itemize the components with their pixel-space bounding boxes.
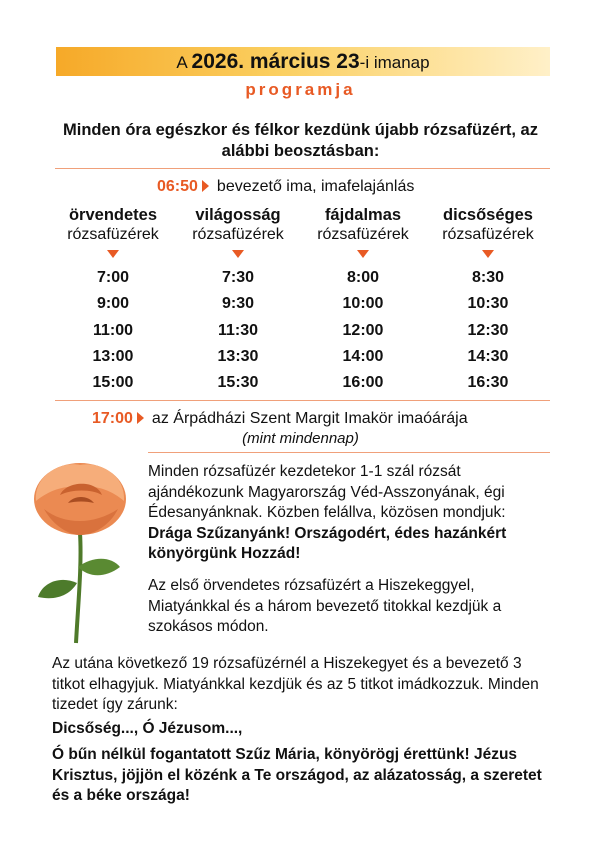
divider-middle <box>55 400 550 401</box>
time-slot: 16:30 <box>467 374 509 392</box>
time-slot: 12:00 <box>342 321 384 339</box>
time-slot: 13:30 <box>217 347 259 365</box>
closing-line <box>92 409 468 429</box>
divider-lower <box>148 452 550 453</box>
column-vilagossag <box>175 206 301 396</box>
column-title: fájdalmas <box>324 206 402 224</box>
page-subtitle: programja <box>245 80 356 99</box>
paragraph-following: Az utána következő 19 rózsafüzérnél a Hiszekegyet és a bevezető 3 titkot elhagyjuk. Miatyánkkal kezdjük és az 5 titkot imádkozzuk. Minden tizedet így zárunk: <box>52 655 539 713</box>
opening-line <box>157 177 414 197</box>
paragraph-roses-bold: Drága Szűzanyánk! Országodért, édes hazánkért könyörgünk Hozzád! <box>148 524 507 562</box>
title-date: 2026. március 23 <box>191 50 360 73</box>
column-title: világosság <box>195 206 281 224</box>
paragraph-roses <box>148 462 548 565</box>
time-slot: 15:00 <box>92 374 134 392</box>
column-subtitle: rózsafüzérek <box>317 226 409 243</box>
time-slot: 9:30 <box>221 295 255 313</box>
opening-time: 06:50 <box>157 178 198 195</box>
column-orvendetes <box>50 206 176 396</box>
column-subtitle: rózsafüzérek <box>442 226 534 243</box>
time-slot: 12:30 <box>467 321 509 339</box>
intro-text: Minden óra egészkor és félkor kezdünk újabb rózsafüzért, az alábbi beosztásban: <box>63 121 538 160</box>
column-title: dicsőséges <box>443 206 533 224</box>
time-slot: 7:00 <box>96 269 130 286</box>
time-slot: 9:00 <box>96 295 130 313</box>
arrow-right-icon <box>202 180 209 192</box>
closing-note: (mint mindennap) <box>242 430 359 447</box>
title-banner <box>56 47 550 76</box>
time-slot: 8:00 <box>346 269 380 286</box>
time-slot: 10:00 <box>342 295 384 313</box>
arrow-down-icon <box>357 250 369 258</box>
arrow-right-icon <box>137 412 144 424</box>
column-dicsoseges <box>425 206 551 396</box>
time-slot: 15:30 <box>217 374 259 392</box>
time-slot: 16:00 <box>342 374 384 392</box>
time-slot: 14:30 <box>467 347 509 365</box>
paragraph-first-rosary: Az első örvendetes rózsafüzért a Hiszekeggyel, Miatyánkkal és a három bevezető titokkal kezdjük a szokásos módon. <box>148 577 502 635</box>
rose-image <box>20 455 140 645</box>
closing-text: az Árpádházi Szent Margit Imakör imaóárája <box>151 410 468 427</box>
paragraph-roses-text: Minden rózsafüzér kezdetekor 1-1 szál rózsát ajándékozunk Magyarország Véd-Asszonyának, égi Édesanyánknak. Közben felállva, közösen mondjuk: <box>148 463 506 521</box>
time-slot: 11:00 <box>92 321 134 339</box>
time-slot: 14:00 <box>342 347 384 365</box>
prayer-line-1: Dicsőség..., Ó Jézusom..., <box>52 720 243 737</box>
title-suffix: -i imanap <box>359 53 430 72</box>
time-slot: 7:30 <box>221 269 255 286</box>
column-title: örvendetes <box>68 206 158 224</box>
time-slot: 8:30 <box>471 269 505 286</box>
title-prefix: A <box>176 53 192 72</box>
column-fajdalmas <box>300 206 426 396</box>
arrow-down-icon <box>482 250 494 258</box>
time-slot: 11:30 <box>217 321 259 339</box>
column-subtitle: rózsafüzérek <box>192 226 284 243</box>
divider-top <box>55 168 550 169</box>
arrow-down-icon <box>232 250 244 258</box>
closing-time: 17:00 <box>92 410 133 427</box>
column-subtitle: rózsafüzérek <box>67 226 159 243</box>
time-slot: 10:30 <box>467 295 509 313</box>
time-slot: 13:00 <box>92 347 134 365</box>
opening-text: bevezető ima, imafelajánlás <box>216 178 415 195</box>
arrow-down-icon <box>107 250 119 258</box>
prayer-block-2: Ó bűn nélkül fogantatott Szűz Mária, könyörögj érettünk! Jézus Krisztus, jöjjön el közénk a Te országod, az alázatosság, a szeretet és a béke országa! <box>52 746 542 804</box>
